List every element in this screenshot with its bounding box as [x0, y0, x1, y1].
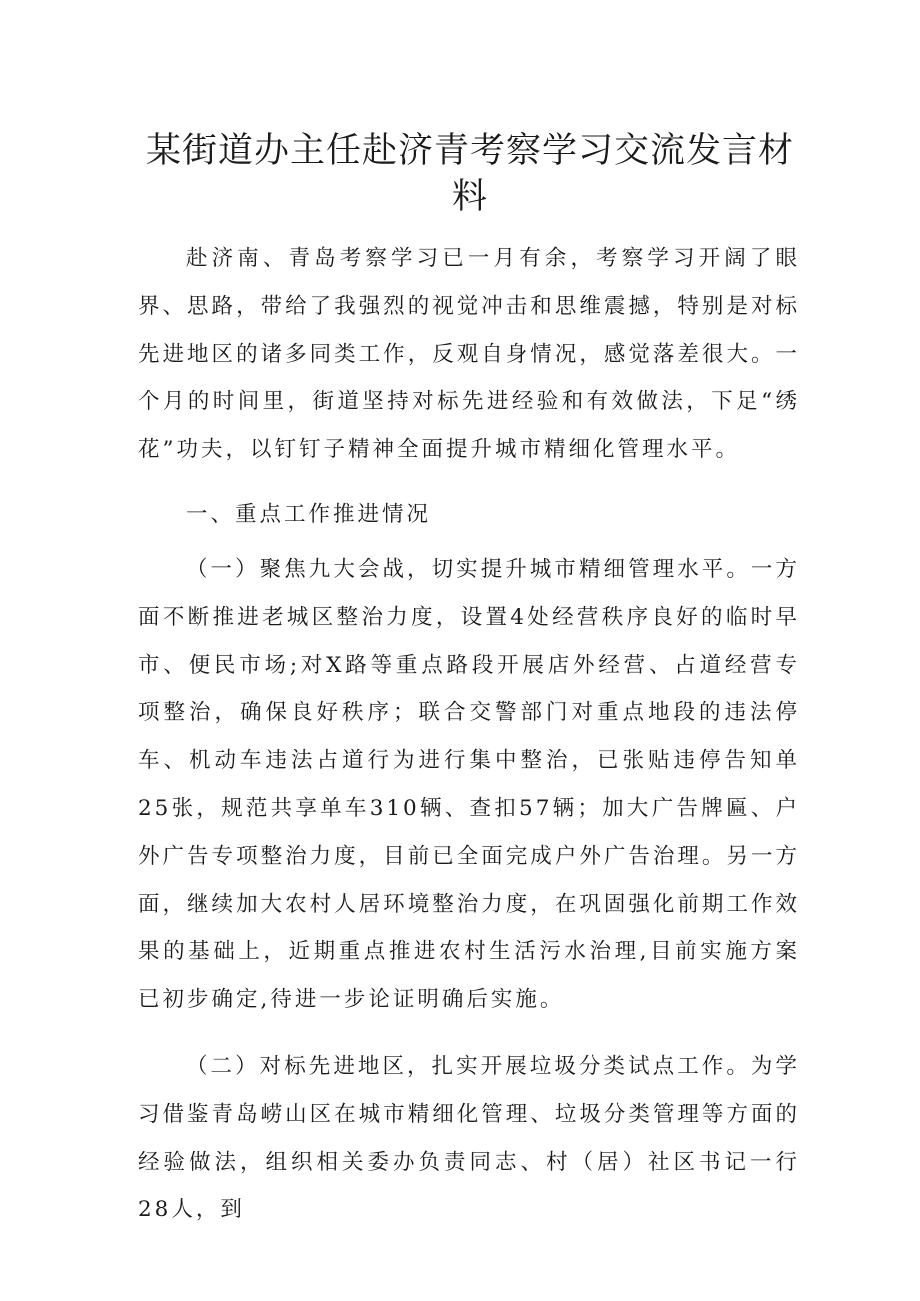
subsection-paragraph-2: （二）对标先进地区，扎实开展垃圾分类试点工作。为学习借鉴青岛崂山区在城市精细化管理、垃圾分类管理等方面的经验做法，组织相关委办负责同志、村（居）社区书记一行28人，到 [138, 1054, 800, 1223]
intro-paragraph: 赴济南、青岛考察学习已一月有余，考察学习开阔了眼界、思路，带给了我强烈的视觉冲击和思维震撼，特别是对标先进地区的诸多同类工作，反观自身情况，感觉落差很大。一个月的时间里，街道坚持对标先进经验和有效做法，下足“绣花”功夫，以钉钉子精神全面提升城市精细化管理水平。 [138, 246, 800, 463]
subsection-paragraph-1: （一）聚焦九大会战，切实提升城市精细管理水平。一方面不断推进老城区整治力度，设置4处经营秩序良好的临时早市、便民市场;对X路等重点路段开展店外经营、占道经营专项整治，确保良好秩序；联合交警部门对重点地段的违法停车、机动车违法占道行为进行集中整治，已张贴违停告知单25张，规范共享单车310辆、查扣57辆；加大广告牌匾、户外广告专项整治力度，目前已全面完成户外广告治理。另一方面，继续加大农村人居环境整治力度，在巩固强化前期工作效果的基础上，近期重点推进农村生活污水治理,目前实施方案已初步确定,待进一步论证明确后实施。 [138, 557, 800, 1013]
document-title: 某街道办主任赴济青考察学习交流发言材料 [145, 131, 794, 217]
section-heading: 一、重点工作推进情况 [186, 502, 432, 527]
